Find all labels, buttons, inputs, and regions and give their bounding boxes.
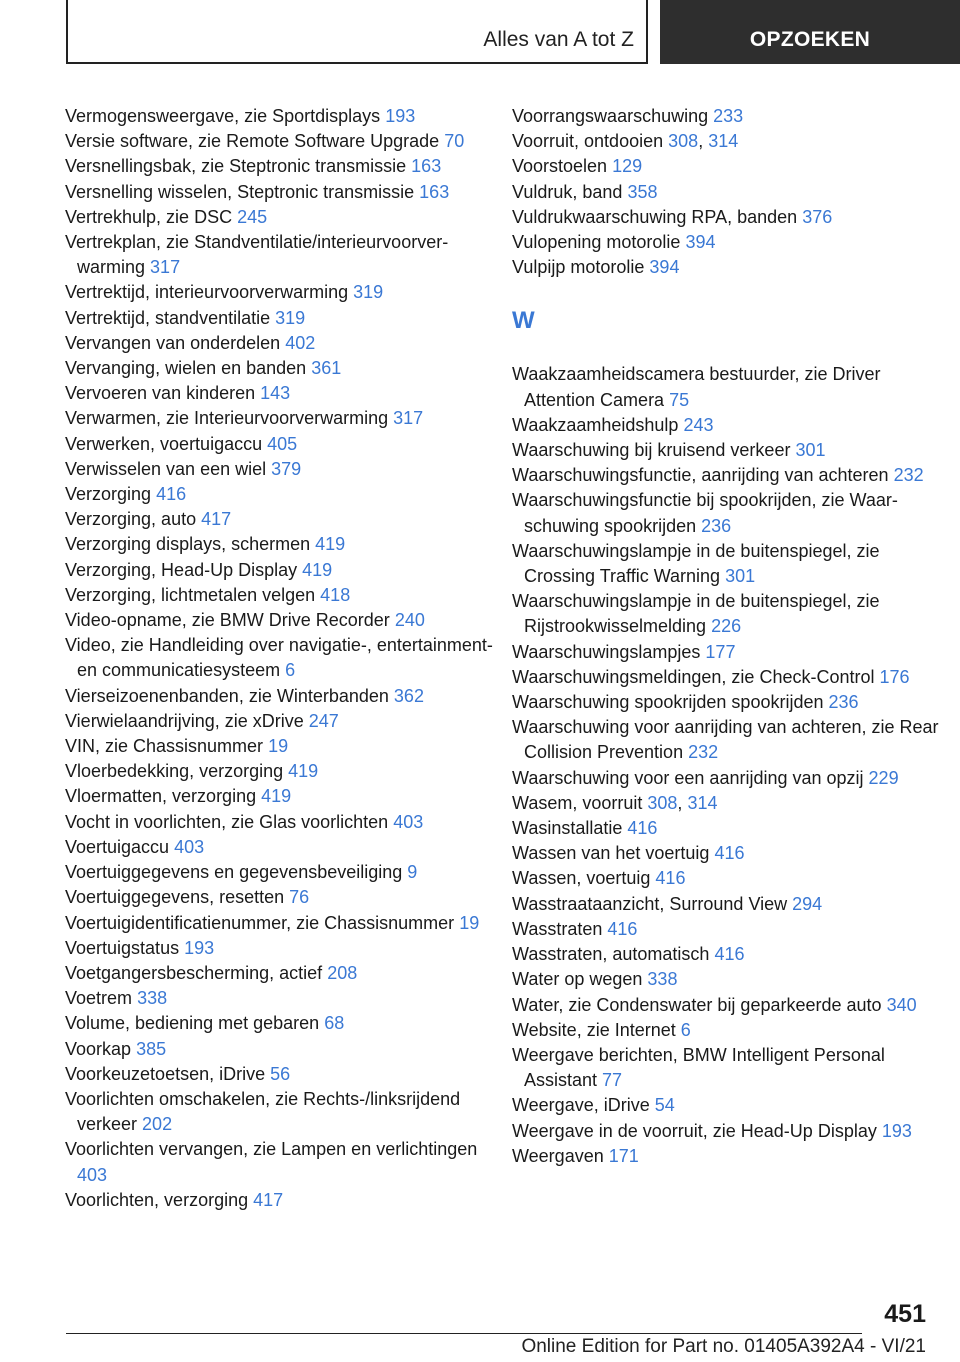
index-entry-label: Weergave, iDrive [512,1095,650,1116]
index-entry-label: Wassen van het voertuig [512,843,710,864]
index-entry-label: Waarschuwing voor aanrijding van achteren, zie Rear Collision Prevention [512,717,939,763]
page-link[interactable]: 308 [647,792,678,813]
index-entry-label: Voorlichten, verzorging [65,1189,249,1210]
page-link[interactable]: 9 [407,862,418,883]
index-entry-label: Voertuiggegevens en gegevensbeveiliging [65,862,403,883]
index-entry [65,306,495,331]
page-link[interactable]: 6 [680,1019,691,1040]
index-entry-label: Verwarmen, zie Interieurvoorverwarming [65,408,389,429]
section-title: Alles van A tot Z [483,28,634,51]
index-entry-label: Versnellingsbak, zie Steptronic transmissie [65,156,407,177]
index-entry-label: Volume, bediening met gebaren [65,1013,320,1034]
index-entry-label: Vermogensweergave, zie Sportdisplays [65,106,381,126]
index-entry [512,104,942,129]
index-entry [65,1037,495,1062]
page-link[interactable]: 402 [285,332,316,353]
page-link[interactable]: 75 [669,389,690,410]
page-link[interactable]: 416 [627,818,658,839]
page-link[interactable]: 301 [795,440,826,461]
page-link[interactable]: 193 [881,1120,912,1141]
index-entry [65,961,495,986]
page-link[interactable]: 193 [385,106,416,126]
index-entry [512,413,942,438]
index-entry [65,205,495,230]
page-link[interactable]: 208 [327,962,358,983]
page-link[interactable]: 385 [136,1038,167,1059]
index-entry [512,230,942,255]
index-entry [512,1119,942,1144]
page-link[interactable]: 229 [868,767,899,788]
index-entry-label: Verzorging, lichtmetalen velgen [65,584,316,605]
page-link[interactable]: 361 [311,358,342,379]
index-entry-label: Voorkeuzetoetsen, iDrive [65,1063,266,1084]
page-link[interactable]: 405 [267,433,298,454]
index-entry-label: Water, zie Condenswater bij geparkeerde auto [512,994,882,1015]
page-link[interactable]: 416 [607,918,638,939]
index-entry [512,362,942,412]
index-entry-label: Waarschuwing voor een aanrijding van opzij [512,767,864,788]
index-entry [65,1062,495,1087]
index-entry-label: Vloerbedekking, verzorging [65,761,284,782]
index-entry [65,532,495,557]
page-link[interactable]: 245 [237,206,268,227]
footer-edition: Online Edition for Part no. 01405A392A4 - VI/21 [521,1336,926,1357]
index-entry-label: Voorruit, ontdooien [512,131,664,152]
page-link[interactable]: 314 [687,792,718,813]
page-link[interactable]: 176 [879,666,910,687]
index-entry-label: Wasem, voorruit [512,792,643,813]
index-group-w [512,362,942,1169]
page-link[interactable]: 314 [708,131,739,152]
page-link[interactable]: 418 [320,584,351,605]
index-entry [65,180,495,205]
index-entry-label: Voorrangswaarschuwing [512,106,709,126]
index-entry-label: Verzorging displays, schermen [65,534,311,555]
index-entry [512,539,942,589]
index-entry [512,917,942,942]
index-column-left [65,104,495,1213]
index-entry-label: Voertuigstatus [65,937,180,958]
index-entry-label: Verwerken, voertuigaccu [65,433,263,454]
index-entry [512,463,942,488]
page-link[interactable]: 77 [602,1070,623,1091]
index-entry [65,911,495,936]
index-entry [65,810,495,835]
index-entry-label: Waarschuwing bij kruisend verkeer [512,440,791,461]
index-entry-label: Water op wegen [512,969,643,990]
page-link[interactable]: 56 [270,1063,291,1084]
page-link[interactable]: 6 [285,660,296,681]
page-link[interactable]: 319 [275,307,306,328]
index-entry [65,936,495,961]
page-link[interactable]: 419 [288,761,319,782]
index-entry-label: Voertuiggegevens, resetten [65,887,285,908]
index-entry-label: Waarschuwingsmeldingen, zie Check-Control [512,666,875,687]
page-number: 451 [884,1300,926,1328]
index-entry [65,457,495,482]
index-entry [512,488,942,538]
page-link[interactable]: 143 [260,383,291,404]
page-link[interactable]: 193 [184,937,215,958]
index-entry [512,816,942,841]
index-entry-label: Voetrem [65,988,133,1009]
page-link[interactable]: 308 [668,131,699,152]
page-link[interactable]: 416 [156,484,187,505]
page-link[interactable]: 163 [419,181,450,202]
index-entry-label: Vervoeren van kinderen [65,383,256,404]
page-link[interactable]: 403 [77,1164,108,1185]
index-entry [65,1137,495,1187]
index-entry [65,684,495,709]
page-link[interactable]: 416 [655,868,686,889]
index-entry [65,860,495,885]
page-link[interactable]: 403 [174,836,205,857]
index-entry [65,1188,495,1213]
footer-divider [66,1333,862,1334]
index-entry-label: Vulopening motorolie [512,232,681,253]
header-box [66,0,648,64]
page-link[interactable]: 70 [444,131,465,152]
page-link[interactable]: 232 [688,742,719,763]
index-entry-label: Versnelling wisselen, Steptronic transmissie [65,181,415,202]
index-entry [512,665,942,690]
page-link[interactable]: 301 [725,566,756,587]
index-entry: Wasem, voorruit 308, 314 [512,792,718,813]
index-entry-label: Video-opname, zie BMW Drive Recorder [65,610,390,631]
index-entry [512,589,942,639]
index-entry [512,892,942,917]
index-entry-label: Vierwielaandrijving, zie xDrive [65,710,304,731]
page-link[interactable]: 376 [802,206,833,227]
page-link[interactable]: 294 [792,893,823,914]
index-entry-label: Waakzaamheidscamera bestuurder, zie Driver Attention Camera [512,364,881,410]
index-entry [512,154,942,179]
index-entry-label: Voertuigidentificatienummer, zie Chassisnummer [65,912,455,933]
index-entry-label: Wassen, voertuig [512,868,651,889]
page-link[interactable]: 171 [608,1145,639,1166]
page-link[interactable]: 317 [150,257,181,278]
page-link[interactable]: 163 [411,156,442,177]
page-link[interactable]: 68 [324,1013,345,1034]
index-entry-label: Voertuigaccu [65,836,170,857]
index-entry [65,558,495,583]
page-link[interactable]: 236 [828,692,859,713]
index-entry [512,1144,942,1169]
page-link[interactable]: 240 [394,610,425,631]
index-entry-label: Vertrekplan, zie Standventilatie/interieurvoorverwarming [65,232,449,278]
index-entry-label: VIN, zie Chassisnummer [65,736,264,757]
page-link[interactable]: 403 [393,811,424,832]
page-link[interactable]: 247 [308,710,339,731]
page-link[interactable]: 76 [289,887,310,908]
index-entry [512,993,942,1018]
index-entry-label: Waarschuwing spookrijden spookrijden [512,692,824,713]
index-entry-label: Voetgangersbescherming, actief [65,962,323,983]
index-entry-label: Website, zie Internet [512,1019,676,1040]
index-entry [65,835,495,860]
index-entry-label: Vuldruk, band [512,181,623,202]
page-link[interactable]: 338 [647,969,678,990]
index-entry [512,690,942,715]
index-entry-label: Weergave berichten, BMW Intelligent Personal Assistant [512,1044,885,1091]
index-entry-label: Wasstraataanzicht, Surround View [512,893,788,914]
index-entry-label: Waarschuwingsfunctie bij spookrijden, zie Waarschuwing spookrijden [512,490,898,536]
index-entry [512,841,942,866]
index-entry [512,180,942,205]
page-link[interactable]: 338 [137,988,168,1009]
index-entry [65,885,495,910]
page-link[interactable]: 362 [393,685,424,706]
index-entry-label: Vervangen van onderdelen [65,332,281,353]
index-entry [65,432,495,457]
index-entry: Voorruit, ontdooien 308, 314 [512,131,739,152]
page-link[interactable]: 416 [714,944,745,965]
page-link[interactable]: 202 [142,1114,173,1135]
index-entry-label: Vuldrukwaarschuwing RPA, banden [512,206,798,227]
index-entry [65,734,495,759]
index-entry-label: Waarschuwingslampje in de buitenspiegel, zie Rijstrookwisselmelding [512,591,880,637]
page-link[interactable]: 417 [201,509,232,530]
index-entry-label: Weergave in de voorruit, zie Head-Up Display [512,1120,877,1141]
page-link[interactable]: 416 [714,843,745,864]
index-entry-label: Voorlichten omschakelen, zie Rechts-/linksrijdend verkeer [65,1088,461,1135]
index-entry-label: Versie software, zie Remote Software Upgrade [65,131,440,152]
index-entry [65,381,495,406]
index-entry-label: Voorstoelen [512,156,608,177]
index-entry [65,154,495,179]
index-entry-label: Verzorging, auto [65,509,197,530]
page-link[interactable]: 19 [459,912,480,933]
index-entry-label: Vertrektijd, standventilatie [65,307,271,328]
index-entry [512,866,942,891]
page-link[interactable]: 419 [315,534,346,555]
page-link[interactable]: 129 [612,156,643,177]
index-entry-label: Verzorging [65,484,152,505]
index-entry-label: Video, zie Handleiding over navigatie-, entertainment- en communicatiesysteem [65,635,493,681]
index-entry [65,759,495,784]
index-entry [65,986,495,1011]
page-link[interactable]: 358 [627,181,658,202]
page-link[interactable]: 394 [685,232,716,253]
index-entry [512,967,942,992]
index-entry [512,942,942,967]
index-entry-label: Waarschuwingsfunctie, aanrijding van achteren [512,465,889,486]
page-link[interactable]: 319 [353,282,384,303]
page-link[interactable]: 379 [271,458,302,479]
index-entry [65,331,495,356]
index-entry [65,608,495,633]
index-entry [65,784,495,809]
index-entry-label: Wasstraten, automatisch [512,944,710,965]
index-entry-label: Voorkap [65,1038,132,1059]
index-entry-label: Verzorging, Head-Up Display [65,559,298,580]
index-entry-label: Waarschuwingslampje in de buitenspiegel, zie Crossing Traffic Warning [512,540,880,587]
index-entry-label: Vervanging, wielen en banden [65,358,307,379]
index-entry-label: Vertrekhulp, zie DSC [65,206,233,227]
index-entry [65,1087,495,1137]
index-entry-label: Vertrektijd, interieurvoorverwarming [65,282,349,303]
opzoeken-tab[interactable]: OPZOEKEN [660,0,960,64]
page-link[interactable]: 419 [261,786,292,807]
index-entry [512,205,942,230]
page-link[interactable]: 236 [701,515,732,536]
page-link[interactable]: 19 [268,736,289,757]
page-link[interactable]: 177 [705,641,736,662]
index-entry-label: Voorlichten vervangen, zie Lampen en verlichtingen [65,1139,478,1160]
index-entry [65,406,495,431]
page-link[interactable]: 340 [886,994,917,1015]
index-entry [65,507,495,532]
index-entry [512,1043,942,1093]
index-entry [65,356,495,381]
index-entry-label: Wasinstallatie [512,818,623,839]
index-entry [512,640,942,665]
page-link[interactable]: 417 [253,1189,284,1210]
index-entry-label: Vierseizoenenbanden, zie Winterbanden [65,685,389,706]
index-entry [65,633,495,683]
page-link[interactable]: 419 [302,559,333,580]
page-link[interactable]: 317 [393,408,424,429]
index-group-v-continued [512,104,942,280]
page-link[interactable]: 233 [713,106,744,126]
section-letter-w: W [512,307,535,335]
index-entry-label: Vulpijp motorolie [512,257,645,278]
index-entry [65,583,495,608]
page-link[interactable]: 232 [893,465,924,486]
page-link[interactable]: 54 [654,1095,675,1116]
index-entry-label: Vocht in voorlichten, zie Glas voorlichten [65,811,389,832]
page-link[interactable]: 243 [683,414,714,435]
index-entry-label: Waarschuwingslampjes [512,641,701,662]
index-entry-label: Verwisselen van een wiel [65,458,267,479]
page-link[interactable]: 226 [711,616,742,637]
index-entry [65,1011,495,1036]
index-entry-label: Vloermatten, verzorging [65,786,257,807]
index-entry-label: Wasstraten [512,918,603,939]
page-link[interactable]: 394 [649,257,680,278]
index-entry [512,1018,942,1043]
index-entry [65,280,495,305]
index-entry [65,230,495,280]
index-entry [512,715,942,765]
index-entry-label: Waakzaamheidshulp [512,414,679,435]
index-column-right [512,104,942,1169]
index-entry [512,438,942,463]
index-entry-label: Weergaven [512,1145,604,1166]
index-entry [65,104,495,129]
index-entry [65,129,495,154]
index-entry [65,482,495,507]
index-entry [512,766,942,791]
index-entry [512,1093,942,1118]
index-entry [512,255,942,280]
index-entry [65,709,495,734]
